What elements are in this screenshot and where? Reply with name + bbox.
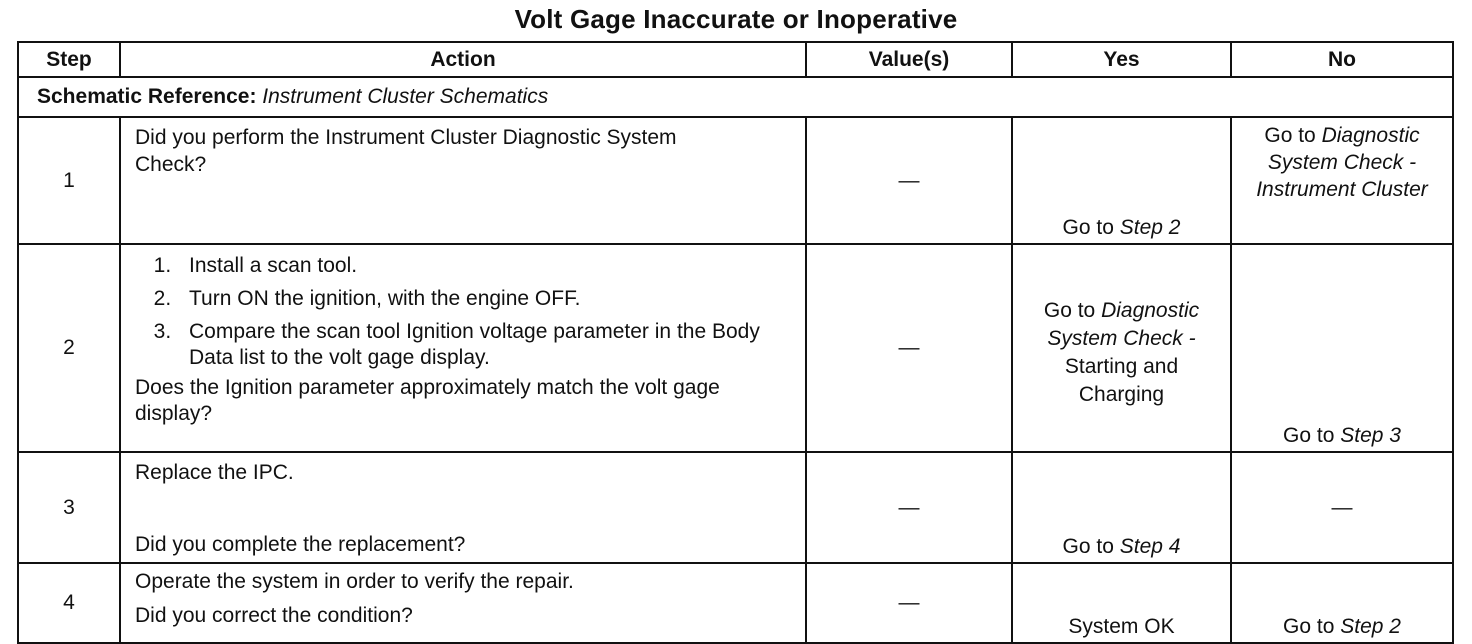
no-action [1232,122,1452,203]
step-number: 2 [18,244,120,452]
yes-link: Step 4 [1119,535,1181,558]
no-link: Diagnostic System Check - Instrument Cluster [1256,124,1428,201]
action-question: Did you complete the replacement? [135,533,466,556]
value-cell [806,563,1012,643]
value-dash: — [898,591,920,614]
value-dash: — [898,336,920,359]
no-cell [1231,452,1453,563]
schematic-reference-link: Instrument Cluster Schematics [262,85,549,108]
schematic-reference-row [18,77,1453,117]
list-item: 1. Install a scan tool. [177,253,791,279]
no-cell [1231,244,1453,452]
yes-prefix: Go to [1062,535,1120,558]
action-text [120,117,806,244]
action-question: Did you perform the Instrument Cluster Diagnostic System Check? [135,126,677,176]
yes-action [1013,214,1230,241]
no-cell [1231,563,1453,643]
yes-prefix: Go to [1062,216,1120,239]
action-question: Does the Ignition parameter approximately match the volt gage display? [135,376,720,425]
action-instruction: Replace the IPC. [135,461,294,484]
diagnostic-table [17,41,1454,644]
no-cell [1231,117,1453,244]
header-action: Action [120,42,806,77]
step-number: 3 [18,452,120,563]
step-number: 1 [18,117,120,244]
yes-action [1013,297,1230,409]
schematic-reference-label: Schematic Reference: [37,85,257,108]
action-text [120,244,806,452]
yes-cell [1012,117,1231,244]
yes-prefix: Go to [1043,299,1102,322]
yes-action: System OK [1068,615,1175,638]
list-item: 2. Turn ON the ignition, with the engine OFF. [177,286,791,312]
header-step: Step [18,42,120,77]
header-values: Value(s) [806,42,1012,77]
page-title: Volt Gage Inaccurate or Inoperative [514,4,958,34]
no-prefix: Go to [1283,615,1341,638]
yes-cell [1012,563,1231,643]
step-number: 4 [18,563,120,643]
table-header-row [18,42,1453,77]
value-dash: — [898,168,920,192]
action-text [120,452,806,563]
yes-cell [1012,452,1231,563]
no-prefix: Go to [1264,124,1322,147]
action-text [120,563,806,643]
yes-link: Step 2 [1119,216,1181,239]
list-item: 3. Compare the scan tool Ignition voltage parameter in the Body Data list to the volt gage display. [177,319,791,371]
table-row [18,452,1453,563]
yes-cell [1012,244,1231,452]
value-cell [806,452,1012,563]
yes-suffix: Starting and Charging [1064,355,1179,406]
no-link: Step 2 [1340,615,1401,638]
no-dash: — [1331,495,1353,519]
value-cell [806,244,1012,452]
yes-action [1013,533,1230,560]
action-instruction: Operate the system in order to verify the repair. [135,570,574,593]
header-no: No [1231,42,1453,77]
yes-link: Diagnostic System Check - [1047,299,1200,350]
header-yes: Yes [1012,42,1231,77]
table-row [18,244,1453,452]
action-question: Did you correct the condition? [135,604,413,627]
no-action [1232,422,1452,449]
no-link: Step 3 [1340,424,1401,447]
table-row [18,563,1453,643]
substep-list [135,253,791,371]
no-prefix: Go to [1283,424,1341,447]
value-cell [806,117,1012,244]
no-action [1232,613,1452,640]
schematic-reference [18,77,1453,117]
value-dash: — [898,495,920,519]
table-row [18,117,1453,244]
